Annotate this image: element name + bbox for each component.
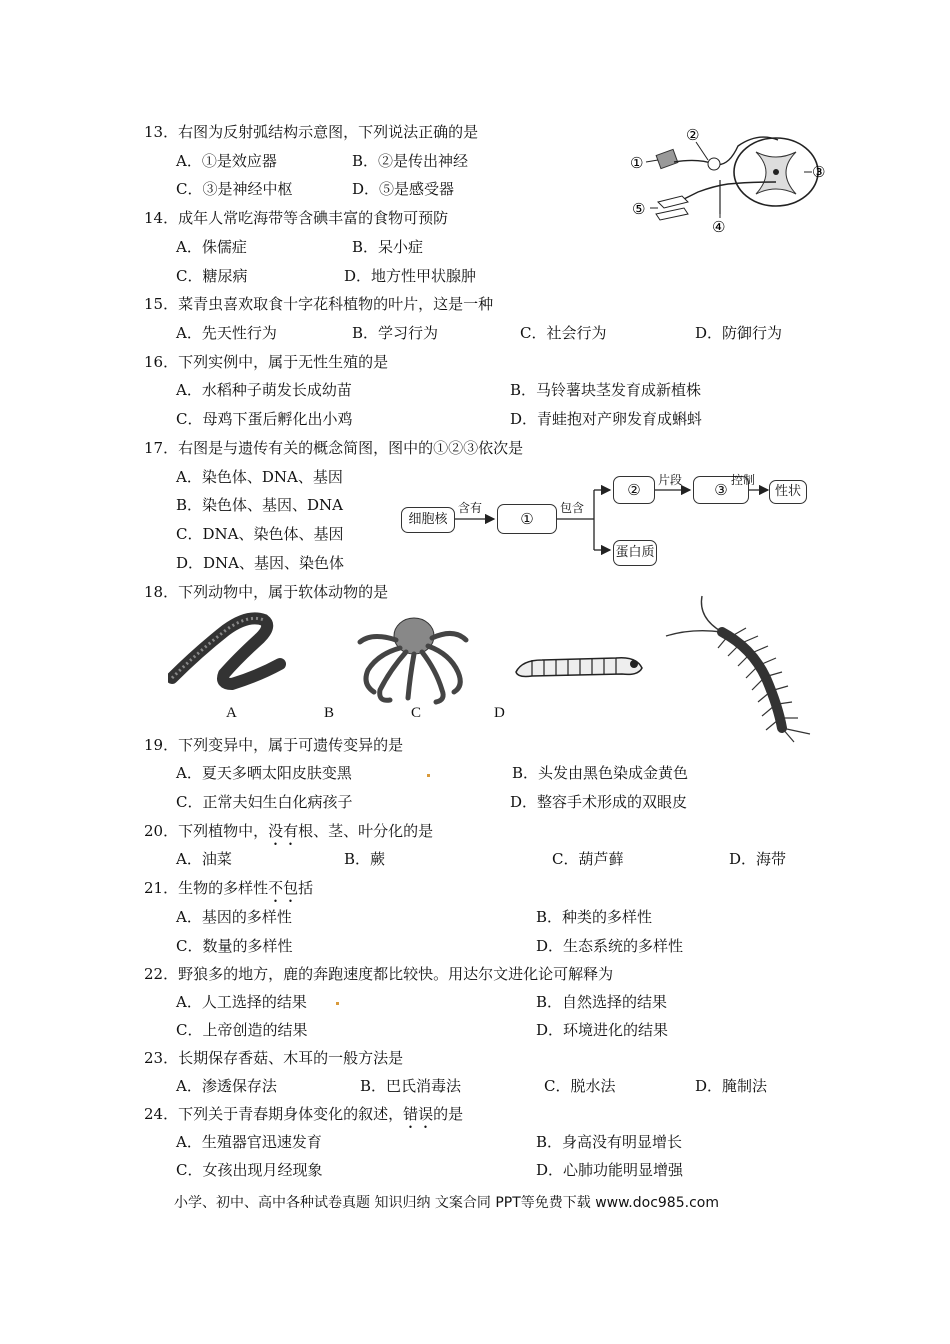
q21-option-b: B．种类的多样性 [536, 908, 653, 926]
question-19-stem: 19．下列变异中，属于可遗传变异的是 [144, 736, 404, 754]
q20-option-c: C．葫芦藓 [552, 850, 624, 868]
svg-text:①: ① [630, 154, 644, 172]
question-20-stem [144, 821, 433, 849]
q13-option-a: A．①是效应器 [176, 152, 277, 170]
q17-option-a: A．染色体、DNA、基因 [176, 468, 343, 486]
q20-option-a: A．油菜 [176, 850, 232, 868]
question-17-stem: 17．右图是与遗传有关的概念简图，图中的①②③依次是 [144, 439, 524, 457]
q20-option-b: B．蕨 [344, 850, 386, 868]
question-13-stem: 13．右图为反射弧结构示意图，下列说法正确的是 [144, 123, 479, 141]
q16-option-b: B．马铃薯块茎发育成新植株 [510, 381, 702, 399]
q14-option-c: C．糖尿病 [176, 267, 248, 285]
speck-mark [336, 1002, 339, 1005]
q14-option-b: B．呆小症 [352, 238, 424, 256]
octopus-image [350, 610, 470, 706]
q19-option-a: A．夏天多晒太阳皮肤变黑 [176, 764, 352, 782]
earthworm-image [168, 612, 286, 698]
q13-option-d: D．⑤是感受器 [352, 180, 455, 198]
svg-text:②: ② [686, 126, 700, 144]
q20-option-d: D．海带 [729, 850, 787, 868]
q23-option-c: C．脱水法 [544, 1077, 616, 1095]
node-circle-3: ③ [693, 476, 749, 504]
svg-text:③: ③ [812, 163, 826, 181]
question-16-stem: 16．下列实例中，属于无性生殖的是 [144, 353, 389, 371]
animal-label-d: D [494, 705, 505, 721]
q24-stem-pre: 24．下列关于青春期身体变化的叙述， [144, 1105, 404, 1123]
question-18-stem: 18．下列动物中，属于软体动物的是 [144, 583, 389, 601]
q24-option-a: A．生殖器官迅速发育 [176, 1133, 322, 1151]
q20-stem-emphasis: 没有 [268, 822, 299, 840]
q21-stem-emphasis: 不包 [268, 879, 299, 897]
question-21-stem [144, 878, 313, 906]
q15-option-c: C．社会行为 [520, 324, 607, 342]
node-nucleus: 细胞核 [401, 507, 455, 533]
edge-label-controls: 控制 [731, 473, 756, 487]
q13-option-c: C．③是神经中枢 [176, 180, 293, 198]
q24-option-b: B．身高没有明显增长 [536, 1133, 683, 1151]
edge-label-segment: 片段 [658, 473, 683, 487]
reflex-arc-figure [628, 122, 834, 234]
q14-option-a: A．侏儒症 [176, 238, 247, 256]
q19-option-c: C．正常夫妇生白化病孩子 [176, 793, 353, 811]
q23-option-d: D．腌制法 [695, 1077, 768, 1095]
q17-option-b: B．染色体、基因、DNA [176, 496, 344, 514]
silkworm-image [512, 648, 646, 684]
edge-label-includes: 包含 [560, 501, 585, 515]
node-circle-1: ① [497, 504, 557, 534]
q21-stem-pre: 21．生物的多样性 [144, 879, 269, 897]
q20-stem-pre: 20．下列植物中， [144, 822, 269, 840]
q23-option-a: A．渗透保存法 [176, 1077, 277, 1095]
q16-option-a: A．水稻种子萌发长成幼苗 [176, 381, 352, 399]
node-trait: 性状 [769, 480, 807, 504]
q24-option-c: C．女孩出现月经现象 [176, 1161, 323, 1179]
q22-option-c: C．上帝创造的结果 [176, 1021, 308, 1039]
q21-option-a: A．基因的多样性 [176, 908, 292, 926]
edge-label-contains: 含有 [458, 501, 483, 515]
q16-option-d: D．青蛙抱对产卵发育成蝌蚪 [510, 410, 703, 428]
q24-option-d: D．心肺功能明显增强 [536, 1161, 684, 1179]
q21-option-c: C．数量的多样性 [176, 937, 293, 955]
q20-stem-post: 根、茎、叶分化的是 [298, 822, 434, 840]
question-14-stem: 14．成年人常吃海带等含碘丰富的食物可预防 [144, 209, 449, 227]
q23-option-b: B．巴氏消毒法 [360, 1077, 462, 1095]
question-23-stem: 23．长期保存香菇、木耳的一般方法是 [144, 1049, 404, 1067]
q15-option-a: A．先天性行为 [176, 324, 277, 342]
question-15-stem: 15．菜青虫喜欢取食十字花科植物的叶片，这是一种 [144, 295, 494, 313]
q17-option-d: D．DNA、基因、染色体 [176, 554, 345, 572]
centipede-image [662, 588, 820, 744]
q22-option-d: D．环境进化的结果 [536, 1021, 669, 1039]
q19-option-b: B．头发由黑色染成金黄色 [512, 764, 689, 782]
q21-option-d: D．生态系统的多样性 [536, 937, 684, 955]
q15-option-d: D．防御行为 [695, 324, 783, 342]
speck-mark [427, 774, 430, 777]
q19-option-d: D．整容手术形成的双眼皮 [510, 793, 688, 811]
q17-option-c: C．DNA、染色体、基因 [176, 525, 344, 543]
q22-option-b: B．自然选择的结果 [536, 993, 668, 1011]
q15-option-b: B．学习行为 [352, 324, 439, 342]
question-24-stem [144, 1104, 463, 1132]
q24-stem-emphasis: 错误 [403, 1105, 434, 1123]
q22-option-a: A．人工选择的结果 [176, 993, 307, 1011]
q16-option-c: C．母鸡下蛋后孵化出小鸡 [176, 410, 353, 428]
svg-text:⑤: ⑤ [632, 200, 646, 218]
node-protein: 蛋白质 [613, 540, 657, 566]
footer-watermark-text: 小学、初中、高中各种试卷真题 知识归纳 文案合同 PPT等免费下载 www.doc985.com [174, 1195, 719, 1211]
animal-label-c: C [411, 705, 422, 721]
animal-label-a: A [226, 705, 237, 721]
q13-option-b: B．②是传出神经 [352, 152, 469, 170]
q24-stem-post: 的是 [433, 1105, 464, 1123]
question-22-stem: 22．野狼多的地方，鹿的奔跑速度都比较快。用达尔文进化论可解释为 [144, 965, 614, 983]
svg-text:④: ④ [712, 218, 726, 234]
q14-option-d: D．地方性甲状腺肿 [344, 267, 477, 285]
animal-label-b: B [324, 705, 335, 721]
node-circle-2: ② [613, 476, 655, 504]
q21-stem-post: 括 [298, 879, 314, 897]
